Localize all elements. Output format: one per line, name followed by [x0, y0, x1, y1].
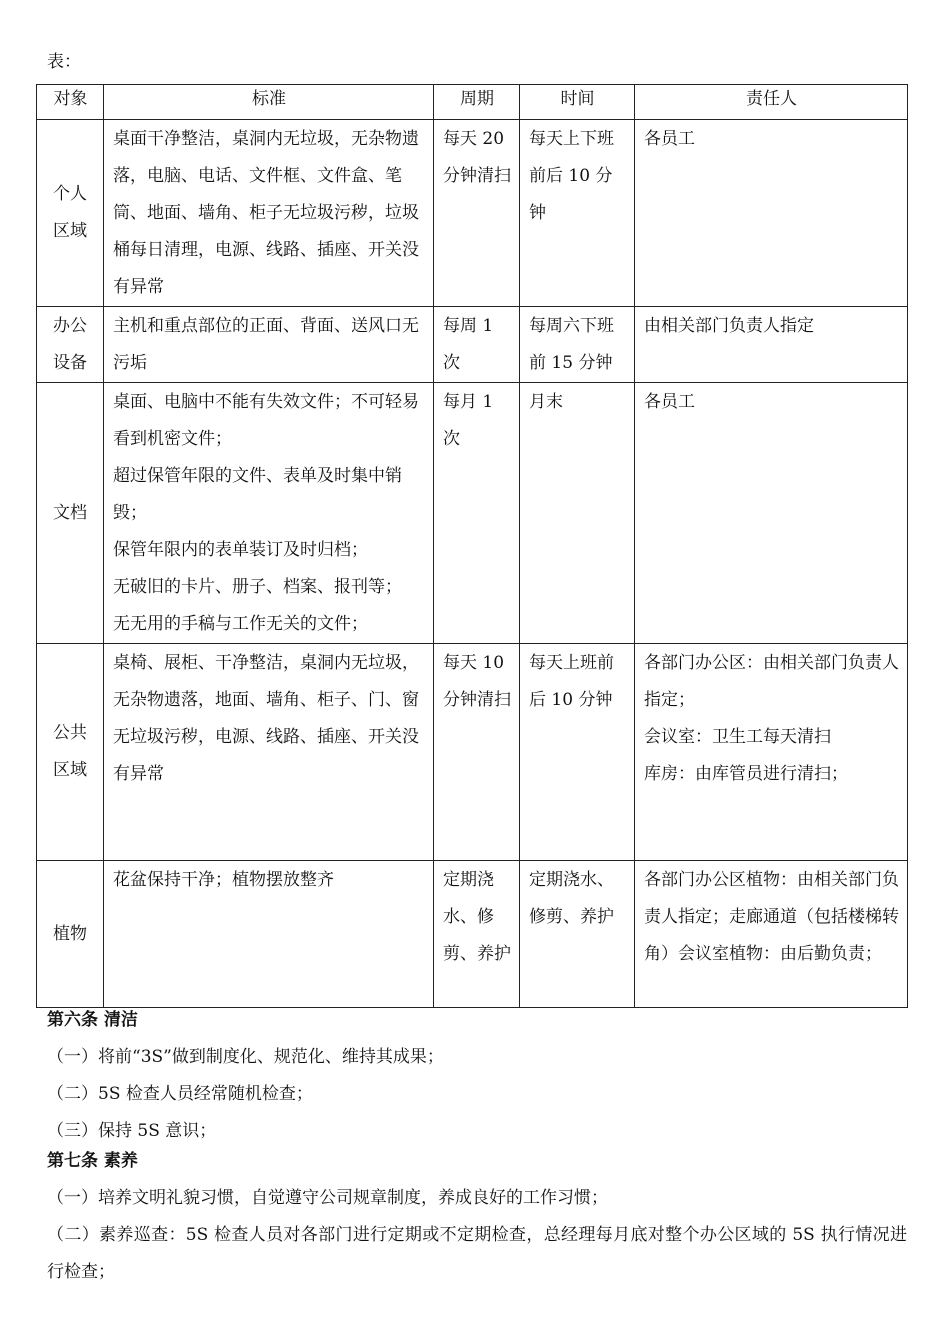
row-time: 每周六下班前 15 分钟	[520, 307, 635, 383]
object-line: 区域	[53, 760, 87, 780]
owner-line: 各员工	[644, 392, 695, 412]
table-row	[37, 644, 908, 861]
section-cleaning	[47, 1002, 907, 1150]
section-item: （二）素养巡查：5S 检查人员对各部门进行定期或不定期检查，总经理每月底对整个办公区域的 5S 执行情况进行检查；	[47, 1225, 907, 1282]
row-cycle: 每天 20 分钟清扫	[434, 120, 520, 307]
standard-line: 主机和重点部位的正面、背面、送风口无污垢	[113, 316, 419, 373]
row-standard	[104, 120, 434, 307]
section-item: （三）保持 5S 意识；	[47, 1121, 217, 1141]
row-object	[37, 861, 104, 1008]
standard-line: 无破旧的卡片、册子、档案、报刊等；	[113, 577, 402, 597]
row-owner	[635, 120, 908, 307]
row-cycle: 每天 10 分钟清扫	[434, 644, 520, 861]
owner-line: 会议室：卫生工每天清扫	[644, 727, 831, 747]
object-line: 文档	[53, 502, 87, 523]
row-time: 月末	[520, 383, 635, 644]
standard-line: 桌面干净整洁，桌洞内无垃圾，无杂物遗落，电脑、电话、文件框、文件盒、笔筒、地面、墙角、柜子无垃圾污秽，垃圾桶每日清理，电源、线路、插座、开关没有异常	[113, 129, 419, 297]
header-time: 时间	[520, 85, 635, 120]
row-owner	[635, 861, 908, 1008]
object-line: 办公	[53, 315, 87, 336]
standard-line: 无无用的手稿与工作无关的文件；	[113, 614, 368, 634]
section-heading: 第六条 清洁	[47, 1010, 138, 1030]
object-line: 区域	[53, 221, 87, 241]
section-heading: 第七条 素养	[47, 1151, 138, 1171]
object-line: 植物	[53, 923, 87, 944]
owner-line: 库房：由库管员进行清扫；	[644, 764, 848, 784]
standard-line: 桌面、电脑中不能有失效文件；不可轻易看到机密文件；	[113, 392, 419, 449]
object-line: 设备	[53, 352, 87, 373]
standard-line: 花盆保持干净；植物摆放整齐	[113, 870, 334, 890]
owner-line: 各部门办公区：由相关部门负责人指定；	[644, 653, 899, 710]
table-row	[37, 120, 908, 307]
row-owner	[635, 644, 908, 861]
section-item: （二）5S 检查人员经常随机检查；	[47, 1084, 313, 1104]
row-cycle: 每月 1 次	[434, 383, 520, 644]
owner-line: 各部门办公区植物：由相关部门负责人指定；走廊通道（包括楼梯转角）会议室植物：由后勤负责；	[644, 870, 899, 964]
row-object	[37, 120, 104, 307]
row-object	[37, 644, 104, 861]
row-standard	[104, 644, 434, 861]
object-line: 公共	[53, 723, 87, 743]
header-standard: 标准	[104, 85, 434, 120]
header-cycle: 周期	[434, 85, 520, 120]
row-object	[37, 383, 104, 644]
table-header-row	[37, 85, 908, 120]
section-discipline	[47, 1143, 907, 1291]
row-owner	[635, 383, 908, 644]
intro-text: 表：	[47, 52, 81, 72]
section-item: （一）将前“3S”做到制度化、规范化、维持其成果；	[47, 1047, 444, 1067]
standard-line: 桌椅、展柜、干净整洁，桌洞内无垃圾，无杂物遗落，地面、墙角、柜子、门、窗无垃圾污秽，电源、线路、插座、开关没有异常	[113, 653, 419, 784]
5s-standard-table	[36, 84, 908, 1008]
row-time: 每天上班前后 10 分钟	[520, 644, 635, 861]
standard-line: 超过保管年限的文件、表单及时集中销毁；	[113, 466, 402, 523]
row-time: 定期浇水、修剪、养护	[520, 861, 635, 1008]
owner-line: 由相关部门负责人指定	[644, 316, 814, 336]
table-row	[37, 383, 908, 644]
header-owner: 责任人	[635, 85, 908, 120]
header-object: 对象	[37, 85, 104, 120]
row-standard	[104, 307, 434, 383]
row-time: 每天上下班前后 10 分钟	[520, 120, 635, 307]
section-item: （一）培养文明礼貌习惯，自觉遵守公司规章制度，养成良好的工作习惯；	[47, 1188, 608, 1208]
row-cycle: 每周 1 次	[434, 307, 520, 383]
row-owner	[635, 307, 908, 383]
table-row	[37, 307, 908, 383]
object-line: 个人	[53, 184, 87, 204]
standard-line: 保管年限内的表单装订及时归档；	[113, 540, 368, 560]
table-row	[37, 861, 908, 1008]
row-standard	[104, 861, 434, 1008]
row-cycle: 定期浇水、修剪、养护	[434, 861, 520, 1008]
owner-line: 各员工	[644, 129, 695, 149]
row-standard	[104, 383, 434, 644]
row-object	[37, 307, 104, 383]
